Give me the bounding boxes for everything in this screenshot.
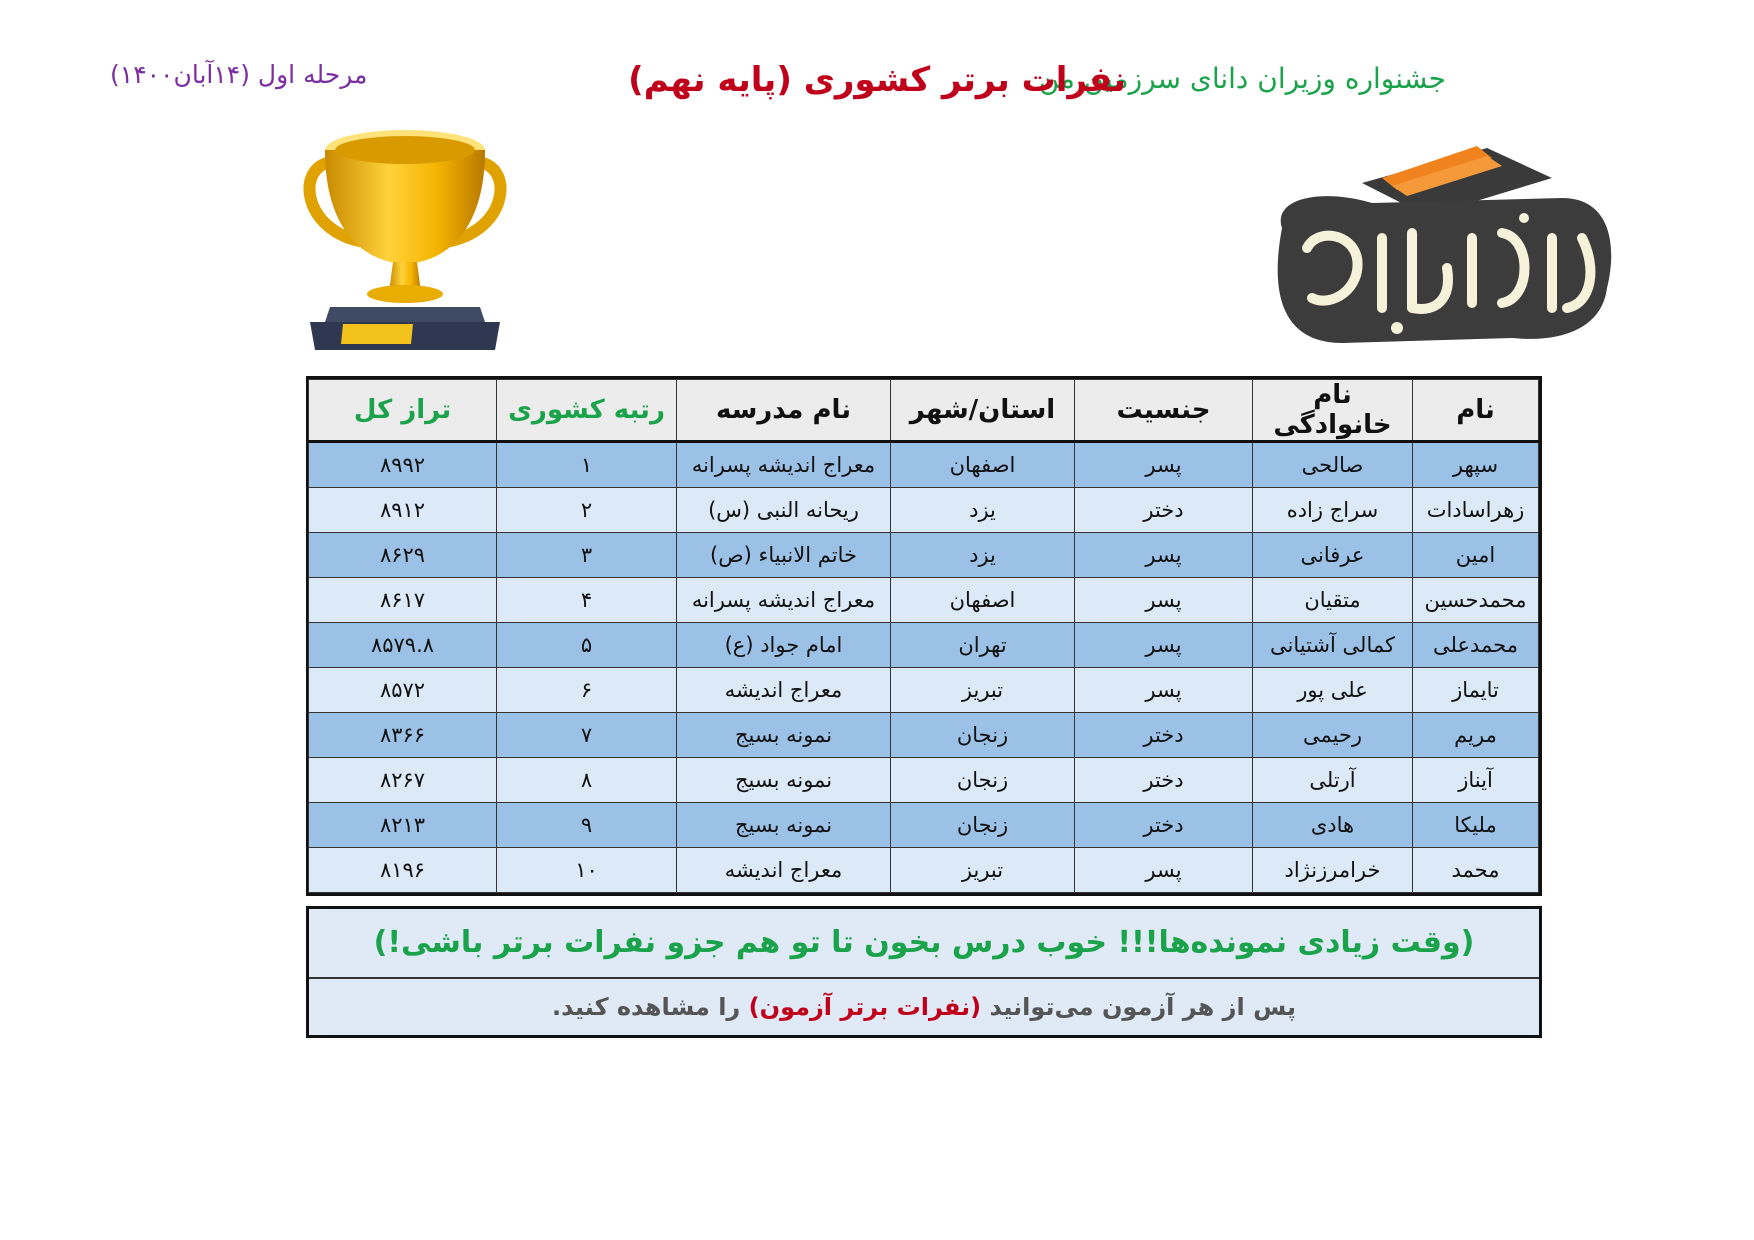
cell-first-name: آیناز	[1413, 758, 1539, 803]
cell-school: نمونه بسیج	[677, 803, 891, 848]
cell-school: امام جواد (ع)	[677, 623, 891, 668]
cell-total-score: ۸۹۹۲	[309, 442, 497, 488]
cell-first-name: محمدعلی	[1413, 623, 1539, 668]
cell-gender: دختر	[1075, 713, 1253, 758]
cell-national-rank: ۵	[497, 623, 677, 668]
cell-first-name: محمد	[1413, 848, 1539, 893]
cell-national-rank: ۶	[497, 668, 677, 713]
cell-gender: پسر	[1075, 578, 1253, 623]
cell-last-name: رحیمی	[1253, 713, 1413, 758]
cell-gender: پسر	[1075, 848, 1253, 893]
page-title: نفرات برتر کشوری (پایه نهم)	[628, 60, 1126, 100]
cell-gender: دختر	[1075, 803, 1253, 848]
cell-first-name: تایماز	[1413, 668, 1539, 713]
col-header-total-score: تراز کل	[309, 380, 497, 442]
logo-icon	[1262, 138, 1622, 356]
cell-province-city: تهران	[891, 623, 1075, 668]
cell-last-name: علی پور	[1253, 668, 1413, 713]
cell-first-name: زهراسادات	[1413, 488, 1539, 533]
cell-national-rank: ۹	[497, 803, 677, 848]
cell-school: معراج اندیشه	[677, 668, 891, 713]
cell-province-city: زنجان	[891, 758, 1075, 803]
cell-total-score: ۸۶۱۷	[309, 578, 497, 623]
cell-gender: پسر	[1075, 533, 1253, 578]
info-message-end: را مشاهده کنید.	[552, 993, 749, 1021]
cell-gender: دختر	[1075, 758, 1253, 803]
cell-school: معراج اندیشه پسرانه	[677, 442, 891, 488]
table-row	[309, 668, 1539, 713]
cell-national-rank: ۱۰	[497, 848, 677, 893]
table-row	[309, 533, 1539, 578]
cell-last-name: خرامرزنژاد	[1253, 848, 1413, 893]
info-message-start: پس از هر آزمون می‌توانید	[981, 993, 1296, 1021]
col-header-last-name: نام خانوادگی	[1253, 380, 1413, 442]
cell-total-score: ۸۱۹۶	[309, 848, 497, 893]
table-row	[309, 713, 1539, 758]
col-header-gender: جنسیت	[1075, 380, 1253, 442]
cell-total-score: ۸۵۷۲	[309, 668, 497, 713]
table-row	[309, 848, 1539, 893]
cell-national-rank: ۲	[497, 488, 677, 533]
festival-title: جشنواره وزیران دانای سرزمین من	[1038, 62, 1446, 95]
motivation-message: (وقت زیادی نمونده‌ها!!! خوب درس بخون تا تو هم جزو نفرات برتر باشی!)	[309, 909, 1539, 979]
cell-province-city: زنجان	[891, 803, 1075, 848]
cell-gender: پسر	[1075, 623, 1253, 668]
table-row	[309, 758, 1539, 803]
cell-province-city: زنجان	[891, 713, 1075, 758]
cell-last-name: سراج زاده	[1253, 488, 1413, 533]
cell-school: خاتم الانبیاء (ص)	[677, 533, 891, 578]
table-header-row	[309, 380, 1539, 442]
col-header-first-name: نام	[1413, 380, 1539, 442]
table-row	[309, 578, 1539, 623]
cell-last-name: عرفانی	[1253, 533, 1413, 578]
top-students-table	[306, 376, 1542, 896]
trophy-icon	[295, 122, 515, 352]
cell-first-name: امین	[1413, 533, 1539, 578]
cell-first-name: مریم	[1413, 713, 1539, 758]
col-header-province-city: استان/شهر	[891, 380, 1075, 442]
cell-total-score: ۸۶۲۹	[309, 533, 497, 578]
cell-total-score: ۸۹۱۲	[309, 488, 497, 533]
table-row	[309, 623, 1539, 668]
cell-first-name: محمدحسین	[1413, 578, 1539, 623]
cell-school: نمونه بسیج	[677, 758, 891, 803]
col-header-school: نام مدرسه	[677, 380, 891, 442]
cell-first-name: سپهر	[1413, 442, 1539, 488]
cell-province-city: یزد	[891, 533, 1075, 578]
cell-total-score: ۸۵۷۹.۸	[309, 623, 497, 668]
table-row	[309, 803, 1539, 848]
cell-school: ریحانه النبی (س)	[677, 488, 891, 533]
cell-total-score: ۸۳۶۶	[309, 713, 497, 758]
cell-total-score: ۸۲۶۷	[309, 758, 497, 803]
stage-label: مرحله اول (۱۴آبان۱۴۰۰)	[110, 60, 368, 89]
cell-national-rank: ۱	[497, 442, 677, 488]
cell-national-rank: ۷	[497, 713, 677, 758]
table-row	[309, 488, 1539, 533]
cell-last-name: هادی	[1253, 803, 1413, 848]
cell-national-rank: ۴	[497, 578, 677, 623]
cell-last-name: کمالی آشتیانی	[1253, 623, 1413, 668]
cell-gender: پسر	[1075, 442, 1253, 488]
cell-province-city: اصفهان	[891, 442, 1075, 488]
cell-province-city: تبریز	[891, 848, 1075, 893]
table-row	[309, 442, 1539, 488]
message-box	[306, 906, 1542, 1038]
cell-national-rank: ۸	[497, 758, 677, 803]
cell-school: معراج اندیشه	[677, 848, 891, 893]
col-header-national-rank: رتبه کشوری	[497, 380, 677, 442]
cell-gender: دختر	[1075, 488, 1253, 533]
cell-last-name: متقیان	[1253, 578, 1413, 623]
cell-school: نمونه بسیج	[677, 713, 891, 758]
cell-national-rank: ۳	[497, 533, 677, 578]
cell-province-city: یزد	[891, 488, 1075, 533]
cell-province-city: تبریز	[891, 668, 1075, 713]
cell-first-name: ملیکا	[1413, 803, 1539, 848]
info-message	[309, 979, 1539, 1035]
cell-total-score: ۸۲۱۳	[309, 803, 497, 848]
cell-gender: پسر	[1075, 668, 1253, 713]
cell-province-city: اصفهان	[891, 578, 1075, 623]
cell-last-name: صالحی	[1253, 442, 1413, 488]
top-students-link-text: (نفرات برتر آزمون)	[748, 993, 982, 1021]
cell-last-name: آرتلی	[1253, 758, 1413, 803]
cell-school: معراج اندیشه پسرانه	[677, 578, 891, 623]
